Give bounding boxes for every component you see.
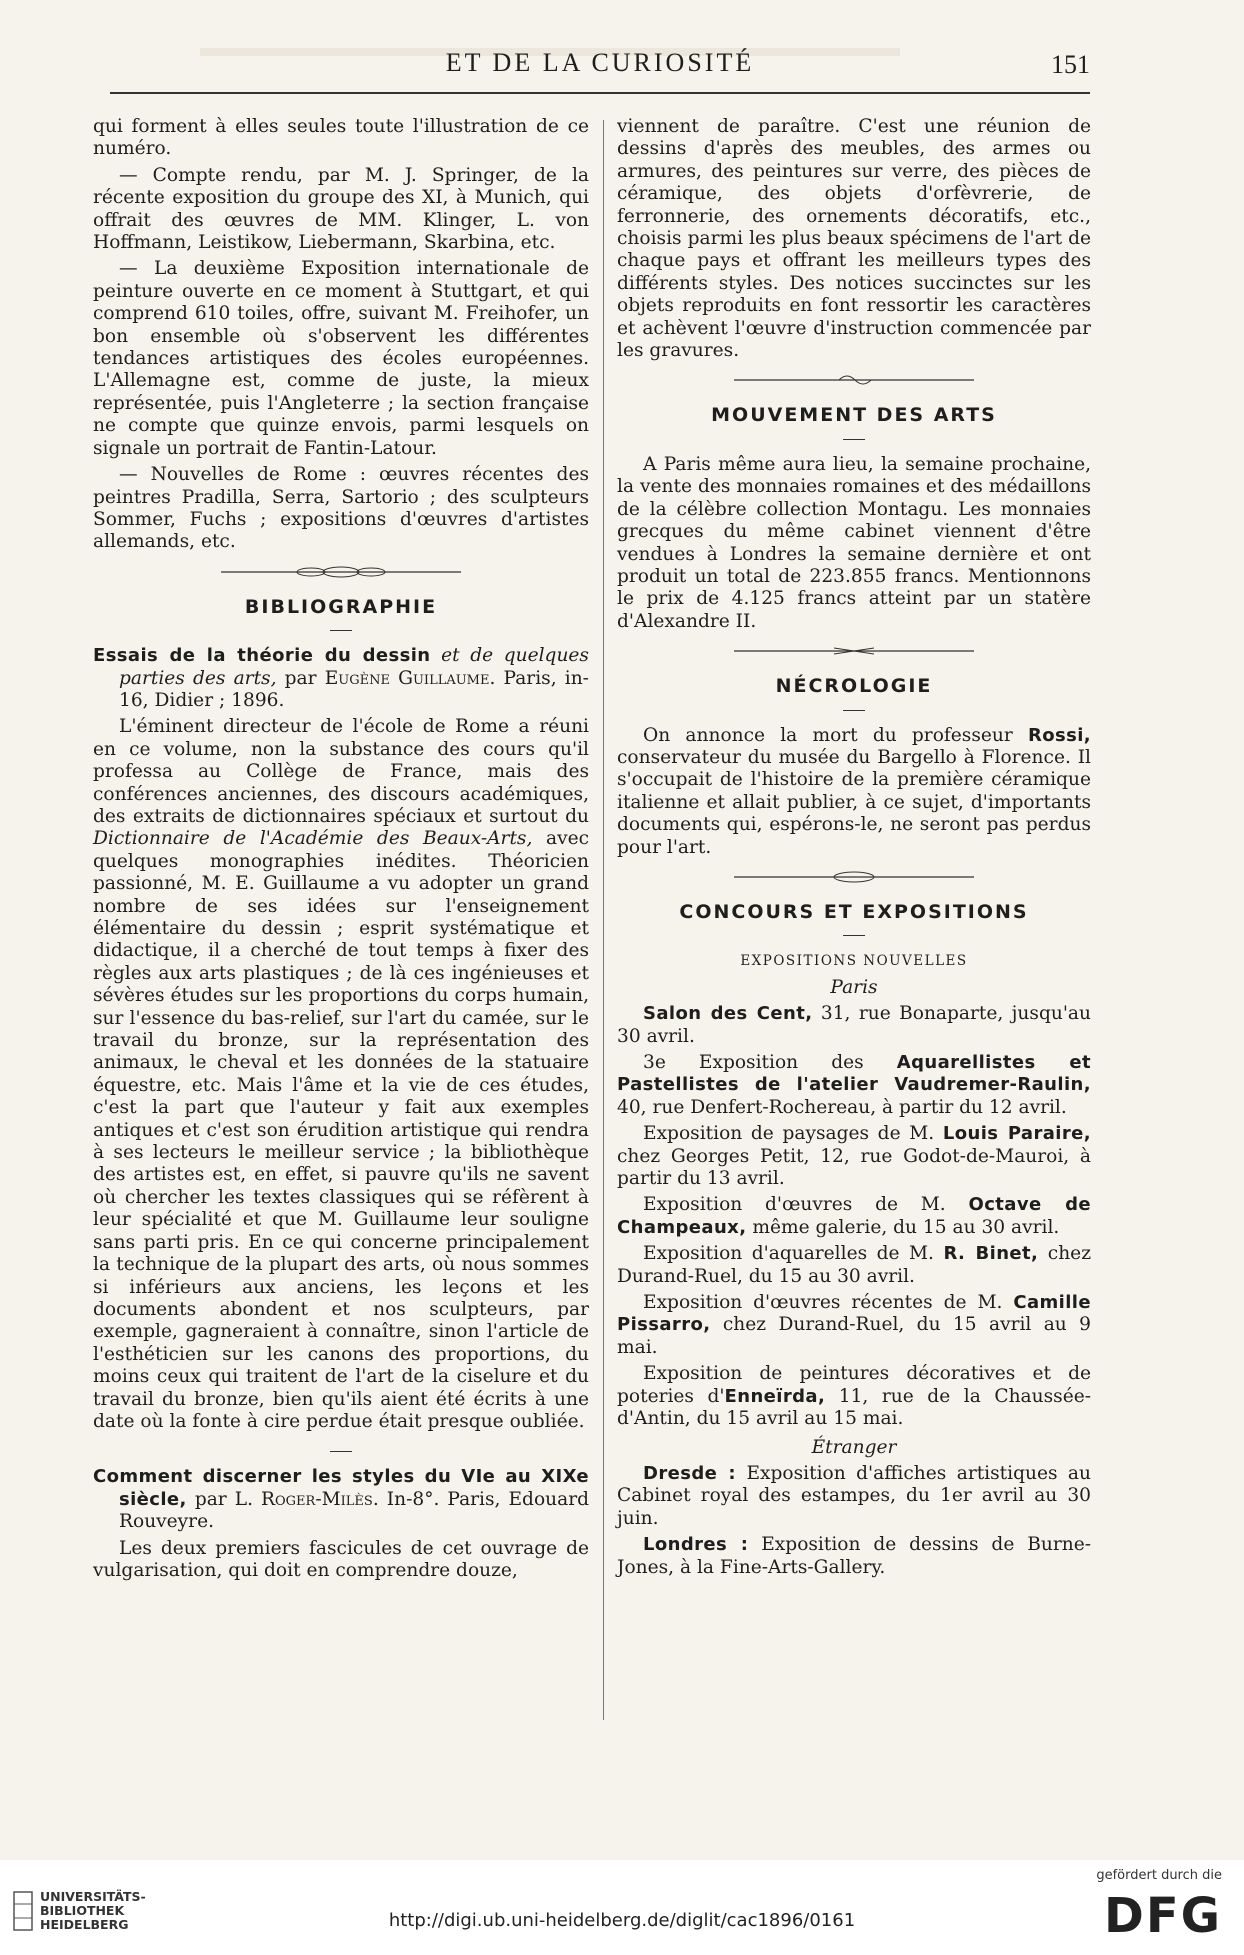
bibliography-entry bbox=[93, 1466, 589, 1533]
paragraph: viennent de paraître. C'est une réunion de dessins d'après des meubles, des armes ou armures, des peintures sur verre, des pièces de céramique, des objets d'orfèvrerie, de ferronnerie, des ornements décoratifs, etc., choisis parmi les plus beaux spécimens de l'art de chaque pays et offrant les meilleurs types des différents styles. Des notices succinctes sur les objets reproduits en font ressortir les caractères et achèvent l'œuvre d'instruction commencée par les gravures. bbox=[617, 116, 1091, 362]
paragraph: — Nouvelles de Rome : œuvres récentes des peintres Pradilla, Serra, Sartorio ; des sculpteurs Sommer, Fuchs ; expositions d'œuvres d'artistes allemands, etc. bbox=[93, 464, 589, 553]
person-name: Rossi, bbox=[1027, 724, 1091, 746]
text: Exposition de peintures décoratives et de poteries d' bbox=[617, 1363, 1091, 1407]
ornament-divider bbox=[221, 564, 461, 580]
library-line: UNIVERSITÄTS- bbox=[40, 1889, 146, 1904]
exhibition-entry bbox=[617, 1123, 1091, 1190]
exhibition-name: Enneïrda, bbox=[724, 1385, 826, 1407]
library-line: HEIDELBERG bbox=[40, 1917, 129, 1932]
ornament-divider bbox=[734, 869, 974, 885]
heading-dash bbox=[843, 710, 865, 711]
exhibition-name: Octave de Champeaux, bbox=[617, 1194, 1092, 1238]
exhibition-details: 31, rue Bonaparte, jusqu'au 30 avril. bbox=[617, 1003, 1091, 1047]
exhibition-name: Aquarellistes et Pastellistes de l'atelier Vaudremer-Raulin, bbox=[617, 1052, 1092, 1096]
city-name: Dresde : bbox=[643, 1462, 737, 1484]
exhibition-entry bbox=[617, 1363, 1091, 1430]
ornament-divider bbox=[734, 372, 974, 388]
book-subtitle: et de quelques parties des arts, bbox=[119, 645, 589, 689]
text: Exposition de paysages de M. bbox=[643, 1123, 935, 1145]
viewer-footer bbox=[0, 1860, 1244, 1955]
section-heading-bibliographie: BIBLIOGRAPHIE bbox=[244, 595, 438, 618]
book-author: Eugène Guillaume bbox=[324, 667, 490, 689]
text: Exposition d'œuvres récentes de M. bbox=[643, 1292, 1003, 1314]
text: conservateur du musée du Bargello à Florence. Il s'occupait de l'histoire de la première céramique italienne et allait publier, à ce sujet, d'importants documents qui, espérons-le, ne seront pas perdus pour l'art. bbox=[617, 746, 1091, 858]
text: Exposition d'œuvres de M. bbox=[643, 1194, 946, 1216]
left-column bbox=[93, 116, 589, 1586]
exhibition-entry bbox=[617, 1463, 1091, 1530]
library-line: BIBLIOTHEK bbox=[40, 1903, 125, 1918]
by-word: par bbox=[284, 667, 317, 689]
exhibition-details: Exposition de dessins de Burne-Jones, à la Fine-Arts-Gallery. bbox=[617, 1534, 1091, 1578]
city-name: Londres : bbox=[643, 1534, 749, 1556]
review-italic-title: Dictionnaire de l'Académie des Beaux-Arts, bbox=[93, 828, 533, 850]
permalink-url[interactable]: http://digi.ub.uni-heidelberg.de/diglit/cac1896/0161 bbox=[388, 1910, 856, 1931]
by-word: par bbox=[194, 1488, 227, 1510]
bibliography-entry bbox=[93, 645, 589, 712]
exhibition-entry bbox=[617, 1292, 1091, 1359]
dfg-logo: DFG bbox=[1103, 1888, 1222, 1944]
exhibition-details: chez Durand-Ruel, du 15 avril au 9 mai. bbox=[617, 1314, 1091, 1358]
right-column bbox=[617, 116, 1091, 1583]
paragraph: — La deuxième Exposition internationale de peinture ouverte en ce moment à Stuttgart, et qui comprend 610 toiles, offre, suivant M. Freihofer, un bon ensemble où s'observent les différentes tendances artistiques des écoles européennes. L'Allemagne est, comme de juste, la mieux représentée, puis l'Angleterre ; la section française ne compte que quinze envois, parmi lesquels on signale un portrait de Fantin-Latour. bbox=[93, 258, 589, 459]
paragraph: A Paris même aura lieu, la semaine prochaine, la vente des monnaies romaines et des médaillons de la célèbre collection Montagu. Les monnaies grecques du même cabinet viennent d'être vendues à Londres la semaine dernière et ont produit un total de 223.855 francs. Mentionnons le prix de 4.125 francs atteint par un statère d'Alexandre II. bbox=[617, 453, 1091, 632]
exhibition-name: R. Binet, bbox=[943, 1243, 1039, 1265]
section-heading-necrologie: NÉCROLOGIE bbox=[775, 675, 933, 698]
exhibition-name: Camille Pissarro, bbox=[617, 1292, 1091, 1336]
exhibition-entry bbox=[617, 1194, 1091, 1239]
paragraph: Les deux premiers fascicules de cet ouvrage de vulgarisation, qui doit en comprendre douze, bbox=[93, 1537, 589, 1581]
text: On annonce la mort du professeur bbox=[643, 724, 1013, 746]
review-paragraph bbox=[93, 716, 589, 1433]
column-divider bbox=[603, 120, 604, 1720]
section-dash bbox=[330, 1451, 352, 1452]
header-rule bbox=[110, 92, 1090, 94]
funding-label: gefördert durch die bbox=[1096, 1868, 1222, 1883]
book-publication: . Paris, in-16, Didier ; 1896. bbox=[119, 667, 589, 711]
subheading-expositions: EXPOSITIONS NOUVELLES bbox=[740, 953, 968, 970]
book-author: L. Roger-Milès bbox=[234, 1488, 373, 1510]
paragraph bbox=[617, 725, 1091, 859]
exhibition-details: chez Durand-Ruel, du 15 au 30 avril. bbox=[617, 1243, 1091, 1287]
exhibition-name: Louis Paraire, bbox=[942, 1123, 1091, 1145]
exhibition-entry bbox=[617, 1003, 1091, 1048]
book-publication: . In-8°. Paris, Edouard Rouveyre. bbox=[119, 1488, 589, 1533]
exhibition-entry bbox=[617, 1243, 1091, 1288]
running-title: ET DE LA CURIOSITÉ bbox=[445, 48, 755, 77]
review-text-continued: avec quelques monographies inédites. Théoricien passionné, M. E. Guillaume a vu adopter un grand nombre de ses idées sur l'enseignement élémentaire du dessin ; esprit systématique et didactique, il a cherché de tout temps à fixer des règles aux arts plastiques ; de là ces ingénieuses et sévères études sur les proportions du corps humain, sur l'essence du bas-relief, sur l'art du camée, sur le travail du bronze, sur la représentation des animaux, le cheval et les données de la statuaire équestre, etc. Mais l'âme et la vie de ces études, c'est la part que l'auteur y fait aux exemples antiques et c'est son érudition artistique qui rendra à ses lecteurs le meilleur service ; la bibliothèque des artistes est, en effet, si pauvre qu'ils ne savent où chercher les textes classiques qui se réfèrent à leur spécialité et que M. Guillaume leur souligne sans parti pris. En ce qui concerne principalement la technique de la plupart des arts, où nous sommes si inférieurs aux anciens, les leçons et les documents abondent et nos sculpteurs, par exemple, gagneraient à connaître, sinon l'article de l'esthéticien sur les canons des proportions, du moins ceux qui traitent de l'art de la ciselure et du travail du bronze, bien qu'ils aient été écrits à une date où la fonte à cire perdue était presque oubliée. bbox=[93, 828, 589, 1432]
heading-dash bbox=[330, 630, 352, 631]
book-title: Comment discerner les styles du VIe au XIXe siècle, bbox=[93, 1466, 589, 1510]
heading-dash bbox=[843, 439, 865, 440]
exhibition-details: chez Georges Petit, 12, rue Godot-de-Mauroi, à partir du 13 avril. bbox=[617, 1145, 1091, 1190]
heading-dash bbox=[843, 935, 865, 936]
exhibition-name: Salon des Cent, bbox=[643, 1003, 813, 1025]
page-number: 151 bbox=[1051, 50, 1090, 79]
section-heading-concours: CONCOURS ET EXPOSITIONS bbox=[679, 900, 1029, 923]
exhibition-details: 40, rue Denfert-Rochereau, à partir du 12 avril. bbox=[617, 1096, 1067, 1118]
review-text: L'éminent directeur de l'école de Rome a réuni en ce volume, non la substance des cours qu'il professa au Collège de France, mais des conférences anciennes, des discours académiques, des extraits de dictionnaires spéciaux et surtout du bbox=[93, 716, 589, 827]
subheading-paris: Paris bbox=[830, 976, 878, 998]
text: 3e Exposition des bbox=[643, 1052, 864, 1073]
exhibition-entry bbox=[617, 1534, 1091, 1579]
text: Exposition d'aquarelles de M. bbox=[643, 1243, 934, 1265]
paragraph: — Compte rendu, par M. J. Springer, de la récente exposition du groupe des XI, à Munich, qui offrait des œuvres de MM. Klinger, L. von Hoffmann, Leistikow, Liebermann, Skarbina, etc. bbox=[93, 164, 589, 254]
running-head bbox=[110, 48, 1090, 84]
ornament-divider bbox=[734, 643, 974, 659]
book-title: Essais de la théorie du dessin bbox=[93, 645, 431, 667]
exhibition-details: même galerie, du 15 au 30 avril. bbox=[752, 1216, 1060, 1238]
exhibition-details: Exposition d'affiches artistiques au Cabinet royal des estampes, du 1er avril au 30 juin. bbox=[617, 1462, 1091, 1529]
paragraph: qui forment à elles seules toute l'illustration de ce numéro. bbox=[93, 116, 589, 160]
exhibition-entry bbox=[617, 1052, 1091, 1119]
section-heading-mouvement: MOUVEMENT DES ARTS bbox=[711, 404, 997, 427]
exhibition-details: 11, rue de la Chaussée-d'Antin, du 15 avril au 15 mai. bbox=[617, 1385, 1091, 1430]
subheading-etranger: Étranger bbox=[811, 1436, 897, 1458]
